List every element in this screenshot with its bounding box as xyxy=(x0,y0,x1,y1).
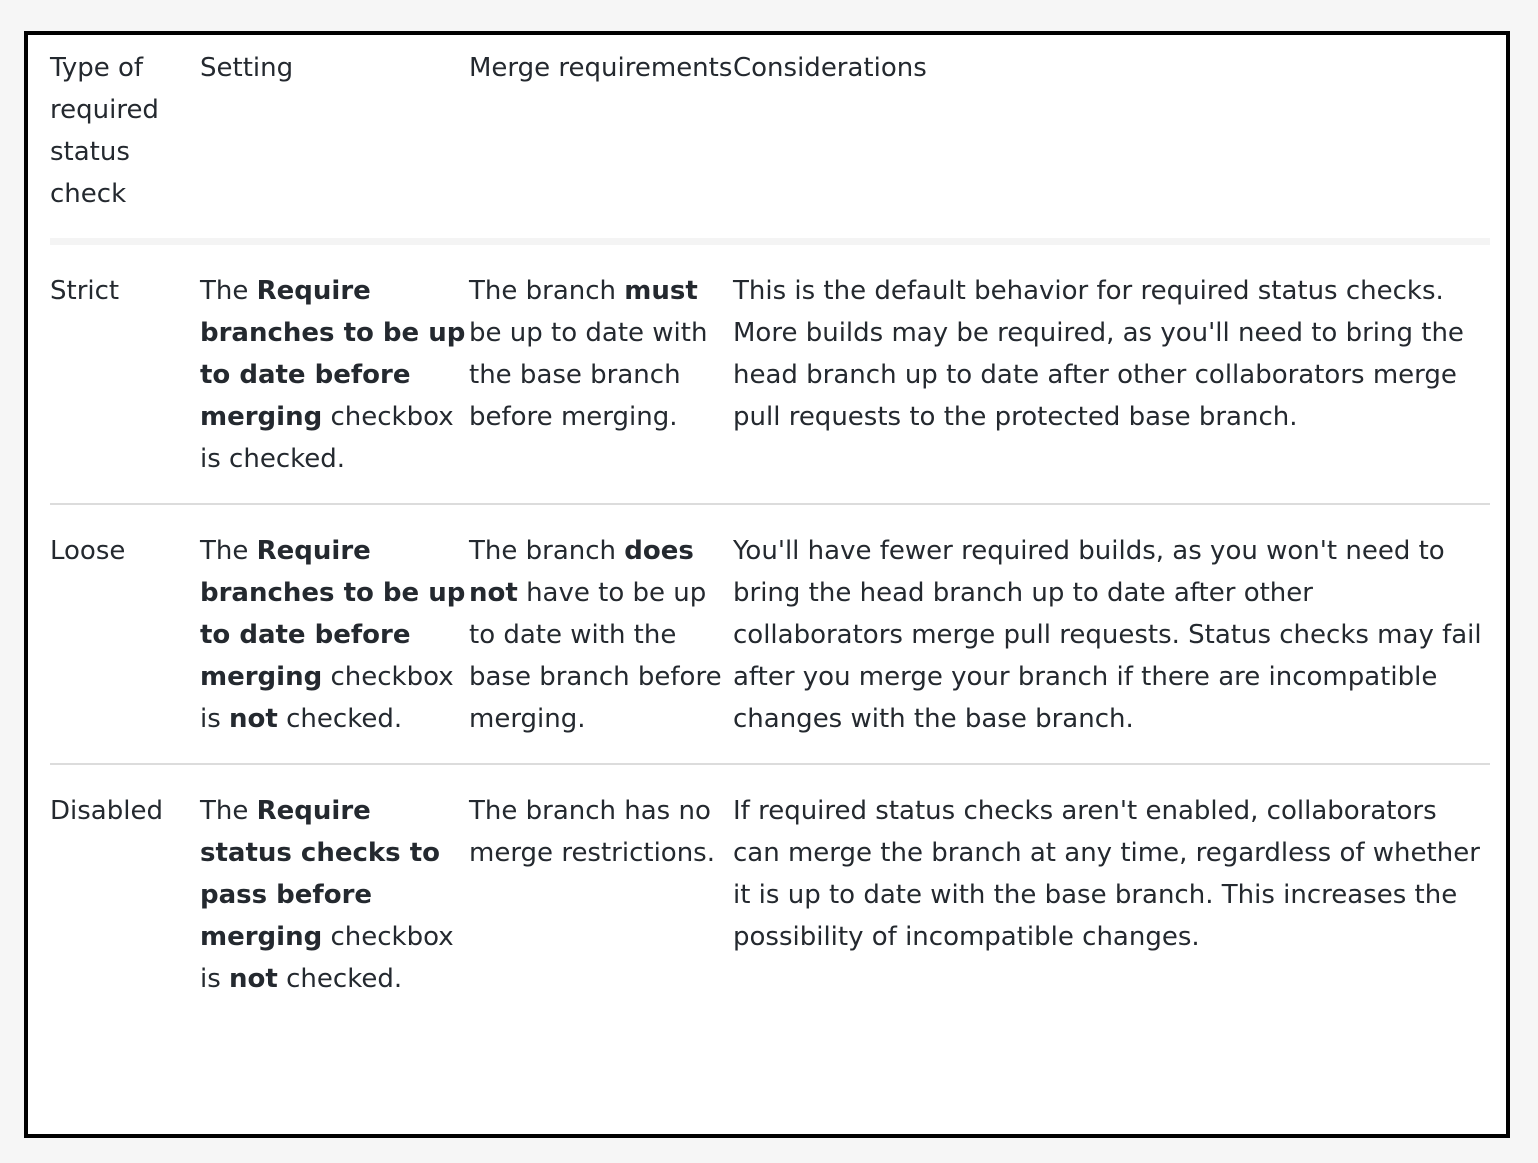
setting-emphasis: not xyxy=(229,964,278,994)
considerations-cell xyxy=(733,242,1490,505)
merge-text: be up to date with the base branch before merging. xyxy=(469,318,708,432)
considerations-cell xyxy=(733,764,1490,1023)
setting-text: checkbox is xyxy=(200,402,454,474)
setting-text: checkbox is xyxy=(200,662,454,734)
header-type xyxy=(50,35,200,242)
considerations-text: This is the default behavior for required status checks. More builds may be required, as you'll need to bring the head branch up to date after other collaborators merge pull requests to the protected base branch. xyxy=(733,276,1464,432)
header-type-label: Type of required status check xyxy=(50,53,159,209)
table-frame xyxy=(24,31,1510,1138)
type-label: Strict xyxy=(50,276,120,306)
setting-checkbox-name: Require branches to be up to date before merging xyxy=(200,536,466,692)
setting-cell xyxy=(200,504,469,764)
setting-text: checked. xyxy=(277,704,403,734)
header-setting xyxy=(200,35,469,242)
setting-text: checkbox is xyxy=(200,922,454,994)
header-considerations xyxy=(733,35,1490,242)
merge-text: The branch xyxy=(469,536,625,566)
merge-emphasis: does not xyxy=(469,536,694,608)
merge-text: The branch xyxy=(469,276,625,306)
setting-cell xyxy=(200,764,469,1023)
setting-checkbox-name: Require status checks to pass before merging xyxy=(200,796,440,952)
merge-text: have to be up to date with the base branch before merging. xyxy=(469,578,722,734)
setting-text: The xyxy=(200,796,257,826)
setting-text: checked. xyxy=(277,964,403,994)
header-merge-requirements xyxy=(469,35,733,242)
merge-text: The branch has no merge restrictions. xyxy=(469,796,715,868)
type-cell xyxy=(50,242,200,505)
setting-text: The xyxy=(200,536,257,566)
merge-cell xyxy=(469,504,733,764)
considerations-text: If required status checks aren't enabled, collaborators can merge the branch at any time, regardless of whether it is up to date with the base branch. This increases the possibility of incompatible changes. xyxy=(733,796,1480,952)
type-label: Disabled xyxy=(50,796,163,826)
header-merge-label: Merge requirements xyxy=(469,53,733,83)
considerations-text: You'll have fewer required builds, as you won't need to bring the head branch up to date after other collaborators merge pull requests. Status checks may fail after you merge your branch if there are incompatible changes with the base branch. xyxy=(733,536,1482,734)
setting-text: The xyxy=(200,276,257,306)
table-header-row xyxy=(50,35,1490,242)
type-cell xyxy=(50,504,200,764)
setting-checkbox-name: Require branches to be up to date before merging xyxy=(200,276,466,432)
table-row-disabled xyxy=(50,764,1490,1023)
merge-cell xyxy=(469,242,733,505)
header-setting-label: Setting xyxy=(200,53,294,83)
table-row-loose xyxy=(50,504,1490,764)
setting-text: checked. xyxy=(229,444,346,474)
header-considerations-label: Considerations xyxy=(733,53,927,83)
table-row-strict xyxy=(50,242,1490,505)
setting-cell xyxy=(200,242,469,505)
considerations-cell xyxy=(733,504,1490,764)
merge-cell xyxy=(469,764,733,1023)
type-cell xyxy=(50,764,200,1023)
type-label: Loose xyxy=(50,536,126,566)
merge-emphasis: must xyxy=(624,276,698,306)
status-check-table xyxy=(50,35,1490,1023)
setting-emphasis: not xyxy=(229,704,278,734)
